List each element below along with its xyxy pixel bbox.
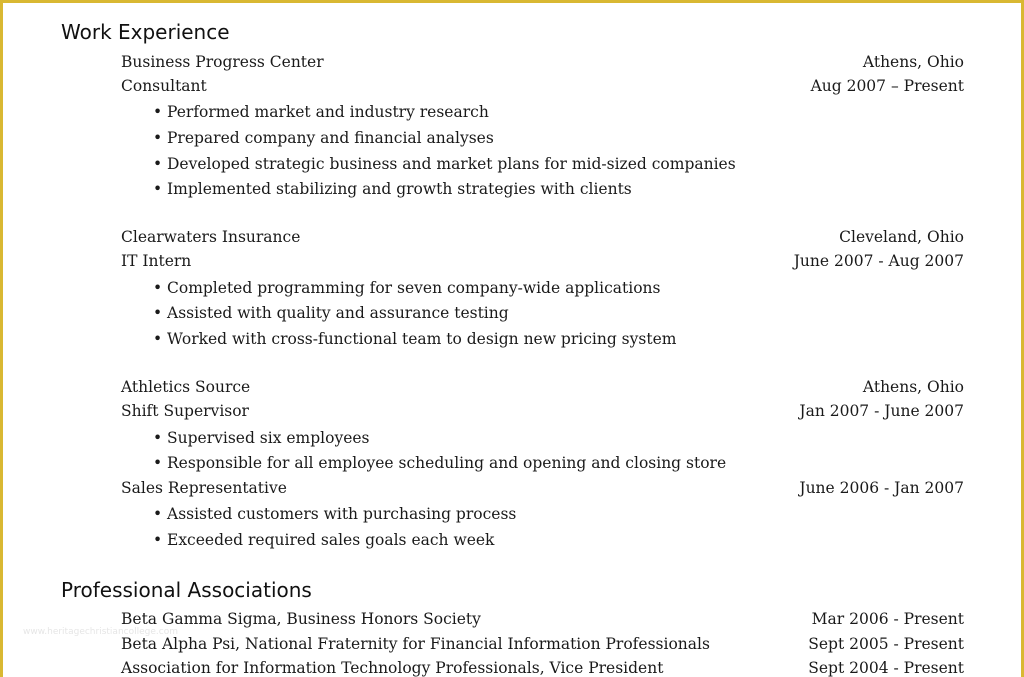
- bullet-text: Responsible for all employee scheduling and opening and closing store: [167, 454, 727, 472]
- bullet-icon: •: [153, 531, 163, 549]
- job-dates: Aug 2007 – Present: [810, 77, 964, 95]
- company-name: Athletics Source: [121, 378, 251, 396]
- bullet-icon: •: [153, 454, 163, 472]
- bullet-icon: •: [153, 103, 163, 121]
- bullet-icon: •: [153, 279, 163, 297]
- job-header-athletics-source: [121, 378, 964, 400]
- bullet-icon: •: [153, 330, 163, 348]
- bullet-item: [153, 103, 489, 125]
- job-role-line: [121, 77, 964, 99]
- job-title: Shift Supervisor: [121, 402, 249, 420]
- bullet-item: [153, 155, 736, 177]
- bullet-item: [153, 429, 370, 451]
- bullet-text: Performed market and industry research: [167, 103, 489, 121]
- company-name: Business Progress Center: [121, 53, 324, 71]
- watermark: www.heritagechristiancollege.com: [23, 627, 178, 637]
- association-row: [121, 610, 964, 632]
- job-title: IT Intern: [121, 252, 192, 270]
- bullet-item: [153, 279, 660, 301]
- bullet-icon: •: [153, 180, 163, 198]
- bullet-item: [153, 330, 676, 352]
- bullet-icon: •: [153, 155, 163, 173]
- association-dates: Mar 2006 - Present: [811, 610, 964, 628]
- association-name: Association for Information Technology Professionals, Vice President: [121, 659, 664, 677]
- association-row: [121, 635, 964, 657]
- job-header-clearwaters-insurance: [121, 228, 964, 250]
- bullet-item: [153, 531, 494, 553]
- job-dates: June 2006 - Jan 2007: [799, 479, 964, 497]
- bullet-icon: •: [153, 129, 163, 147]
- section-title-work-experience: Work Experience: [61, 20, 230, 44]
- bullet-item: [153, 304, 509, 326]
- bullet-item: [153, 454, 726, 476]
- section-title-professional-associations: Professional Associations: [61, 578, 312, 602]
- job-location: Cleveland, Ohio: [839, 228, 964, 246]
- job-location: Athens, Ohio: [862, 53, 964, 71]
- company-name: Clearwaters Insurance: [121, 228, 301, 246]
- bullet-icon: •: [153, 505, 163, 523]
- bullet-text: Assisted customers with purchasing process: [167, 505, 517, 523]
- job-dates: Jan 2007 - June 2007: [799, 402, 964, 420]
- bullet-text: Supervised six employees: [167, 429, 370, 447]
- bullet-item: [153, 180, 632, 202]
- job-dates: June 2007 - Aug 2007: [793, 252, 964, 270]
- association-dates: Sept 2005 - Present: [808, 635, 964, 653]
- association-row: [121, 659, 964, 677]
- job-role-line: [121, 402, 964, 424]
- bullet-item: [153, 505, 516, 527]
- job-title: Consultant: [121, 77, 207, 95]
- job-title: Sales Representative: [121, 479, 287, 497]
- bullet-text: Developed strategic business and market plans for mid-sized companies: [167, 155, 736, 173]
- association-name: Beta Alpha Psi, National Fraternity for Financial Information Professionals: [121, 635, 710, 653]
- bullet-text: Prepared company and financial analyses: [167, 129, 494, 147]
- job-role-line: [121, 479, 964, 501]
- resume-page: [3, 3, 1021, 677]
- bullet-item: [153, 129, 494, 151]
- bullet-icon: •: [153, 304, 163, 322]
- bullet-text: Completed programming for seven company-wide applications: [167, 279, 661, 297]
- job-location: Athens, Ohio: [862, 378, 964, 396]
- bullet-text: Worked with cross-functional team to design new pricing system: [167, 330, 677, 348]
- bullet-icon: •: [153, 429, 163, 447]
- job-header-business-progress-center: [121, 53, 964, 75]
- bullet-text: Assisted with quality and assurance testing: [167, 304, 509, 322]
- association-dates: Sept 2004 - Present: [808, 659, 964, 677]
- bullet-text: Exceeded required sales goals each week: [167, 531, 495, 549]
- job-role-line: [121, 252, 964, 274]
- association-name: Beta Gamma Sigma, Business Honors Society: [121, 610, 481, 628]
- bullet-text: Implemented stabilizing and growth strategies with clients: [167, 180, 632, 198]
